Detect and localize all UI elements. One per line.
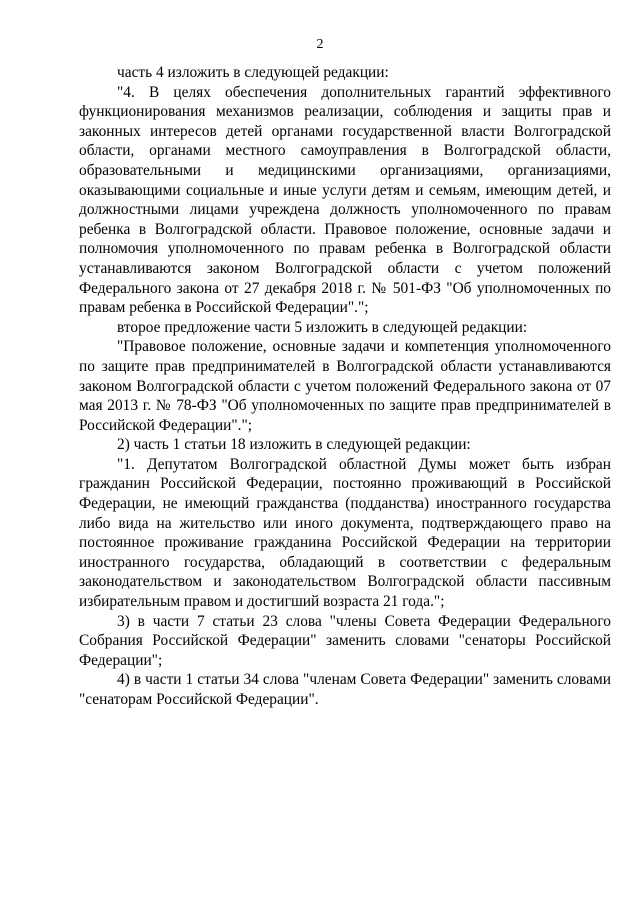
document-body xyxy=(79,63,611,710)
paragraph-item4: 4) в части 1 статьи 34 слова "членам Совета Федерации" заменить словами "сенаторам Российской Федерации". xyxy=(79,671,611,708)
paragraph-part4-text: "4. В целях обеспечения дополнительных гарантий эффективного функционирования механизмов реализации, соблюдения и защиты прав и законных интересов детей органами государственной власти Волгоградской области, органами местного самоуправления в Волгоградской области, образовательными и медицинскими организациями, организациями, оказывающими социальные и иные услуги детям и семьям, имеющим детей, и должностными лицами учреждена должность уполномоченного по правам ребенка в Волгоградской области. Правовое положение, основные задачи и полномочия уполномоченного по правам ребенка в Волгоградской области устанавливаются законом Волгоградской области с учетом положений Федерального закона от 27 декабря 2018 г. № 501-ФЗ "Об уполномоченных по правам ребенка в Российской Федерации"."; xyxy=(79,83,611,317)
page-number: 2 xyxy=(316,37,324,52)
paragraph-part4-intro: часть 4 изложить в следующей редакции: xyxy=(117,64,389,81)
paragraph-item2-text: "1. Депутатом Волгоградской областной Думы может быть избран гражданин Российской Федерации, постоянно проживающий в Российской Федерации, не имеющий гражданства (подданства) иностранного государства либо вида на жительство или иного документа, подтверждающего право на постоянное проживание гражданина Российской Федерации на территории иностранного государства, обладающий в соответствии с федеральным законодательством и законодательством Волгоградской области пассивным избирательным правом и достигший возраста 21 года."; xyxy=(79,455,611,611)
paragraph-part5-intro: второе предложение части 5 изложить в следующей редакции: xyxy=(117,318,528,336)
paragraph-item3: 3) в части 7 статьи 23 слова "члены Совета Федерации Федерального Собрания Российской Федерации" заменить словами "сенаторы Российской Федерации"; xyxy=(79,612,611,669)
paragraph-part5-text: "Правовое положение, основные задачи и компетенция уполномоченного по защите прав предпринимателей в Волгоградской области устанавливаются законом Волгоградской области с учетом положений Федерального закона от 07 мая 2013 г. № 78-ФЗ "Об уполномоченных по защите прав предпринимателей в Российской Федерации"."; xyxy=(79,338,611,434)
paragraph-item2-intro: 2) часть 1 статьи 18 изложить в следующей редакции: xyxy=(117,436,471,454)
